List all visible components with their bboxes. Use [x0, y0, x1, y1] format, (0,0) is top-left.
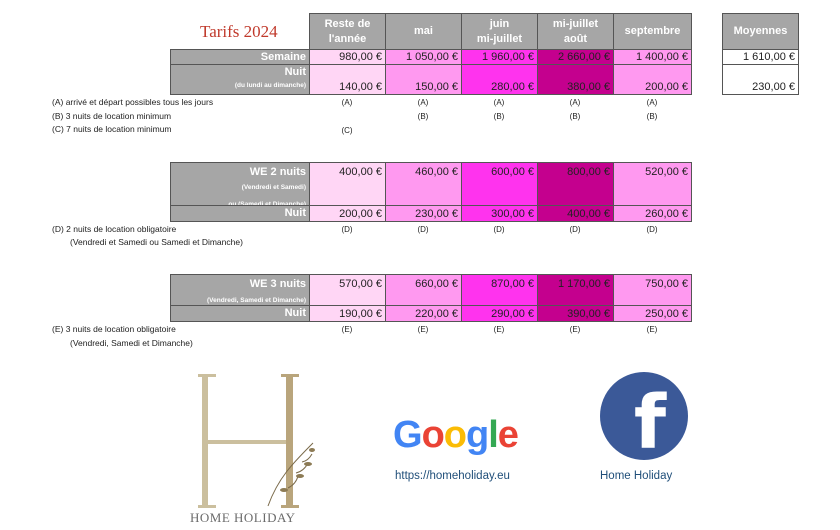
col-header-mi-juillet: mi-juillet août	[537, 13, 614, 50]
we2-cell: 460,00 €	[385, 162, 462, 206]
nuit-cell: 140,00 €	[309, 64, 386, 95]
note-c: (C) 7 nuits de location minimum	[52, 124, 172, 134]
mark-e: (E)	[646, 325, 658, 334]
mark-c: (C)	[341, 126, 353, 135]
mark-a: (A)	[341, 98, 353, 107]
we2-nuit-cell: 200,00 €	[309, 205, 386, 222]
mark-b: (B)	[493, 112, 505, 121]
semaine-cell: 1 960,00 €	[461, 49, 538, 65]
note-e: (E) 3 nuits de location obligatoire	[52, 324, 176, 334]
home-holiday-logo	[188, 368, 324, 528]
row-label-we3: WE 3 nuits (Vendredi, Samedi et Dimanche)	[170, 274, 310, 306]
row-label-we3-nuit: Nuit	[170, 305, 310, 322]
mark-a: (A)	[493, 98, 505, 107]
mark-b: (B)	[417, 112, 429, 121]
mark-e: (E)	[569, 325, 581, 334]
note-d: (D) 2 nuits de location obligatoire	[52, 224, 177, 234]
mark-d: (D)	[341, 225, 353, 234]
note-e-detail: (Vendredi, Samedi et Dimanche)	[70, 338, 193, 348]
we3-cell: 570,00 €	[309, 274, 386, 306]
google-logo: Google	[393, 414, 518, 456]
we2-nuit-cell: 230,00 €	[385, 205, 462, 222]
mark-e: (E)	[417, 325, 429, 334]
we2-cell: 600,00 €	[461, 162, 538, 206]
we3-nuit-cell: 290,00 €	[461, 305, 538, 322]
we3-cell: 1 170,00 €	[537, 274, 614, 306]
website-link[interactable]: https://homeholiday.eu	[395, 470, 510, 482]
we3-nuit-cell: 250,00 €	[613, 305, 692, 322]
mark-e: (E)	[493, 325, 505, 334]
we3-cell: 750,00 €	[613, 274, 692, 306]
nuit-cell: 380,00 €	[537, 64, 614, 95]
mark-d: (D)	[417, 225, 429, 234]
page-title: Tarifs 2024	[200, 22, 278, 41]
row-label-nuit: Nuit (du lundi au dimanche)	[170, 64, 310, 95]
col-header-juin: juin mi-juillet	[461, 13, 538, 50]
note-b: (B) 3 nuits de location minimum	[52, 111, 172, 121]
col-header-moyennes: Moyennes	[722, 13, 799, 50]
mark-d: (D)	[493, 225, 505, 234]
we2-cell: 520,00 €	[613, 162, 692, 206]
semaine-cell: 1 050,00 €	[385, 49, 462, 65]
we3-nuit-cell: 220,00 €	[385, 305, 462, 322]
nuit-cell: 280,00 €	[461, 64, 538, 95]
row-label-we2-nuit: Nuit	[170, 205, 310, 222]
mark-a: (A)	[646, 98, 658, 107]
semaine-cell: 1 400,00 €	[613, 49, 692, 65]
nuit-cell: 150,00 €	[385, 64, 462, 95]
row-label-we2: WE 2 nuits (Vendredi et Samedi)	[170, 162, 310, 206]
h-monogram-icon	[188, 368, 324, 508]
we3-nuit-cell: 190,00 €	[309, 305, 386, 322]
mark-b: (B)	[646, 112, 658, 121]
col-header-reste: Reste de l'année	[309, 13, 386, 50]
note-d-detail: (Vendredi et Samedi ou Samedi et Dimanche)	[70, 237, 243, 247]
mark-a: (A)	[569, 98, 581, 107]
col-header-septembre: septembre	[613, 13, 692, 50]
mark-b: (B)	[569, 112, 581, 121]
we2-cell: 400,00 €	[309, 162, 386, 206]
home-holiday-logo-text: HOME HOLIDAY	[190, 510, 296, 525]
row-label-semaine: Semaine	[170, 49, 310, 65]
semaine-avg-cell: 1 610,00 €	[722, 49, 799, 65]
nuit-avg-cell: 230,00 €	[722, 64, 799, 95]
semaine-cell: 980,00 €	[309, 49, 386, 65]
we3-cell: 660,00 €	[385, 274, 462, 306]
facebook-icon[interactable]: f	[600, 372, 688, 460]
we2-nuit-cell: 400,00 €	[537, 205, 614, 222]
mark-d: (D)	[646, 225, 658, 234]
mark-d: (D)	[569, 225, 581, 234]
facebook-page-name[interactable]: Home Holiday	[600, 470, 673, 482]
we2-nuit-cell: 300,00 €	[461, 205, 538, 222]
we3-nuit-cell: 390,00 €	[537, 305, 614, 322]
we2-nuit-cell: 260,00 €	[613, 205, 692, 222]
note-a: (A) arrivé et départ possibles tous les jours	[52, 97, 214, 107]
nuit-cell: 200,00 €	[613, 64, 692, 95]
we3-cell: 870,00 €	[461, 274, 538, 306]
col-header-mai: mai	[385, 13, 462, 50]
semaine-cell: 2 660,00 €	[537, 49, 614, 65]
mark-a: (A)	[417, 98, 429, 107]
mark-e: (E)	[341, 325, 353, 334]
we2-cell: 800,00 €	[537, 162, 614, 206]
